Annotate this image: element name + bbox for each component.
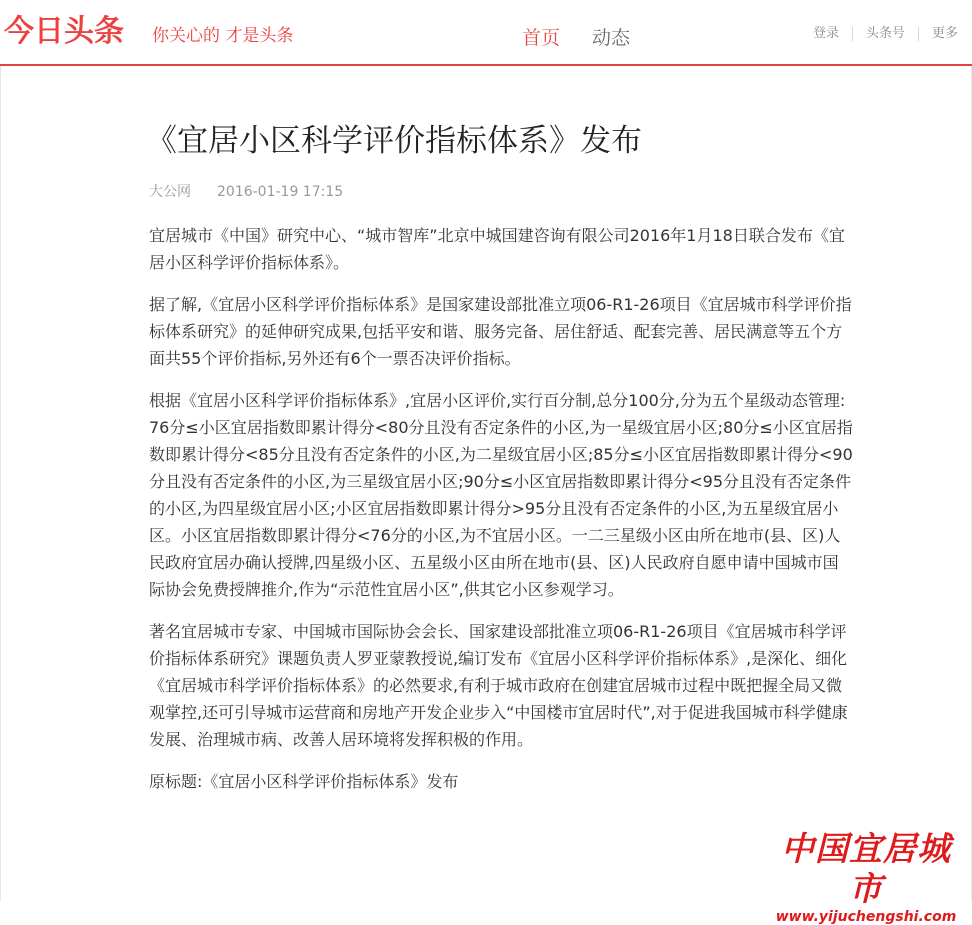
watermark <box>771 829 961 925</box>
article-body <box>149 222 853 810</box>
article-paragraph: 据了解,《宜居小区科学评价指标体系》是国家建设部批准立项06-R1-26项目《宜居城市科学评价指标体系研究》的延伸研究成果,包括平安和谐、服务完备、居住舒适、配套完善、居民满意等五个方面共55个评价指标,另外还有6个一票否决评价指标。 <box>149 295 852 368</box>
top-links <box>813 24 958 44</box>
article-meta <box>149 182 343 202</box>
top-header <box>0 0 972 66</box>
original-title: 原标题:《宜居小区科学评价指标体系》发布 <box>149 772 459 791</box>
article-time: 2016-01-19 17:15 <box>217 184 344 200</box>
toutiaohao-link[interactable]: 头条号 <box>865 26 905 41</box>
nav-dynamic[interactable]: 动态 <box>592 27 631 49</box>
article-paragraph: 宜居城市《中国》研究中心、“城市智库”北京中城国建咨询有限公司2016年1月18日联合发布《宜居小区科学评价指标体系》。 <box>149 226 845 272</box>
article-title: 《宜居小区科学评价指标体系》发布 <box>146 123 642 159</box>
watermark-name: 中国宜居城市 <box>781 829 951 908</box>
article-paragraph: 根据《宜居小区科学评价指标体系》,宜居小区评价,实行百分制,总分100分,分为五个星级动态管理:76分≤小区宜居指数即累计得分<80分且没有否定条件的小区,为一星级宜居小区;80分≤小区宜居指数即累计得分<85分且没有否定条件的小区,为二星级宜居小区;85分≤小区宜居指数即累计得分<90分且没有否定条件的小区,为三星级宜居小区;90分≤小区宜居指数即累计得分<95分且没有否定条件的小区,为四星级宜居小区;小区宜居指数即累计得分>95分且没有否定条件的小区,为五星级宜居小区。小区宜居指数即累计得分<76分的小区,为不宜居小区。一二三星级小区由所在地市(县、区)人民政府宜居办确认授牌,四星级小区、五星级小区由所在地市(县、区)人民政府自愿申请中国城市国际协会免费授牌推介,作为“示范性宜居小区”,供其它小区参观学习。 <box>149 391 853 599</box>
divider <box>918 27 919 41</box>
divider <box>852 27 853 41</box>
watermark-url: www.yijuchengshi.com <box>775 909 957 925</box>
nav-home[interactable]: 首页 <box>522 27 561 49</box>
article-source[interactable]: 大公网 <box>149 184 191 200</box>
header-slogan: 你关心的 才是头条 <box>152 26 294 46</box>
toutiao-logo[interactable]: 今日头条 <box>4 14 124 49</box>
login-link[interactable]: 登录 <box>812 26 839 41</box>
more-link[interactable]: 更多 <box>931 26 958 41</box>
article-paragraph: 著名宜居城市专家、中国城市国际协会会长、国家建设部批准立项06-R1-26项目《宜居城市科学评价指标体系研究》课题负责人罗亚蒙教授说,编订发布《宜居小区科学评价指标体系》,是深化、细化《宜居城市科学评价指标体系》的必然要求,有利于城市政府在创建宜居城市过程中既把握全局又微观掌控,还可引导城市运营商和房地产开发企业步入“中国楼市宜居时代”,对于促进我国城市科学健康发展、治理城市病、改善人居环境将发挥积极的作用。 <box>149 622 848 749</box>
page-container <box>0 66 972 925</box>
